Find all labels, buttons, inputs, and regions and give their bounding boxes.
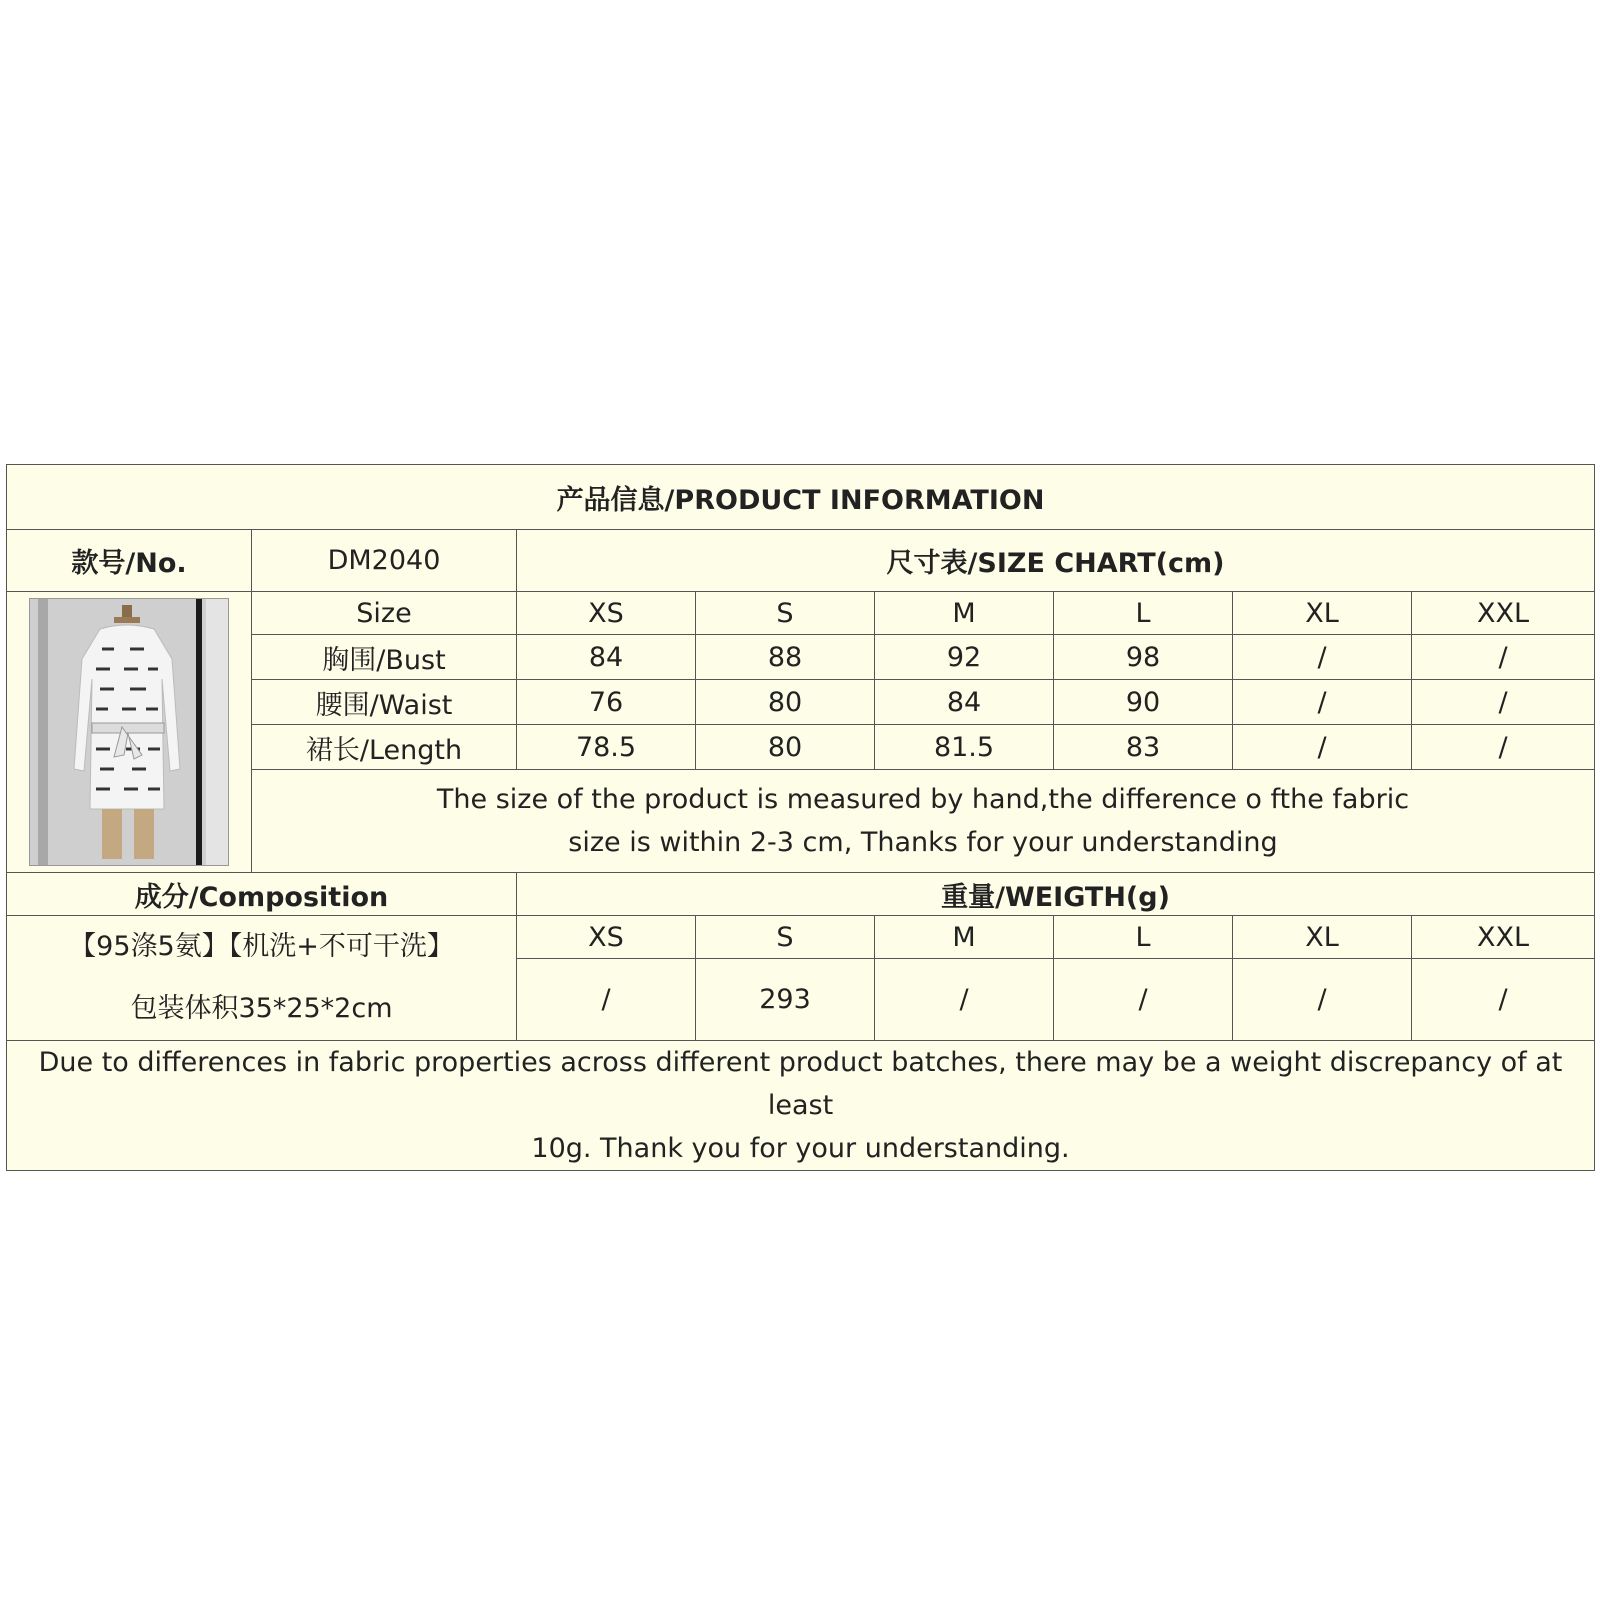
size-note-line-2: size is within 2-3 cm, Thanks for your understanding (568, 827, 1278, 858)
waist-s: 80 (696, 680, 875, 725)
size-header-label: Size (252, 592, 517, 635)
size-chart-title: 尺寸表/SIZE CHART(cm) (517, 530, 1595, 592)
composition-line-2: 包装体积35*25*2cm (130, 993, 393, 1024)
size-l: L (1054, 592, 1233, 635)
waist-l: 90 (1054, 680, 1233, 725)
length-label: 裙长/Length (252, 725, 517, 770)
weight-title: 重量/WEIGTH(g) (517, 873, 1595, 916)
length-xs: 78.5 (517, 725, 696, 770)
bust-l: 98 (1054, 635, 1233, 680)
bust-m: 92 (875, 635, 1054, 680)
weight-size-xxl: XXL (1412, 916, 1595, 959)
weight-size-xl: XL (1233, 916, 1412, 959)
waist-xxl: / (1412, 680, 1595, 725)
style-no-value: DM2040 (252, 530, 517, 592)
length-xxl: / (1412, 725, 1595, 770)
size-xs: XS (517, 592, 696, 635)
bust-s: 88 (696, 635, 875, 680)
weight-xl: / (1233, 959, 1412, 1041)
weight-size-l: L (1054, 916, 1233, 959)
style-no-label: 款号/No. (7, 530, 252, 592)
product-photo (29, 598, 229, 866)
product-info-table (6, 464, 1595, 1171)
bust-label: 胸围/Bust (252, 635, 517, 680)
bust-xxl: / (1412, 635, 1595, 680)
composition-line-1: 【95涤5氨】【机洗+不可干洗】 (69, 931, 454, 962)
size-s: S (696, 592, 875, 635)
weight-m: / (875, 959, 1054, 1041)
weight-l: / (1054, 959, 1233, 1041)
table-title: 产品信息/PRODUCT INFORMATION (7, 465, 1595, 530)
length-m: 81.5 (875, 725, 1054, 770)
dress-mannequin-image (30, 599, 228, 865)
waist-xl: / (1233, 680, 1412, 725)
waist-xs: 76 (517, 680, 696, 725)
length-l: 83 (1054, 725, 1233, 770)
weight-note-line-1: Due to differences in fabric properties across different product batches, there may be a weight discrepancy of at least (38, 1047, 1563, 1121)
size-note-line-1: The size of the product is measured by hand,the difference o fthe fabric (436, 784, 1410, 815)
composition-details (7, 916, 517, 1041)
weight-s: 293 (696, 959, 875, 1041)
bust-xl: / (1233, 635, 1412, 680)
size-m: M (875, 592, 1054, 635)
bust-xs: 84 (517, 635, 696, 680)
length-xl: / (1233, 725, 1412, 770)
length-s: 80 (696, 725, 875, 770)
composition-label: 成分/Composition (7, 873, 517, 916)
weight-xxl: / (1412, 959, 1595, 1041)
weight-xs: / (517, 959, 696, 1041)
size-xl: XL (1233, 592, 1412, 635)
weight-note (7, 1041, 1595, 1171)
weight-size-s: S (696, 916, 875, 959)
size-note (252, 770, 1595, 873)
product-photo-cell (7, 592, 252, 873)
weight-size-xs: XS (517, 916, 696, 959)
size-xxl: XXL (1412, 592, 1595, 635)
waist-label: 腰围/Waist (252, 680, 517, 725)
weight-size-m: M (875, 916, 1054, 959)
weight-note-line-2: 10g. Thank you for your understanding. (531, 1133, 1070, 1164)
waist-m: 84 (875, 680, 1054, 725)
